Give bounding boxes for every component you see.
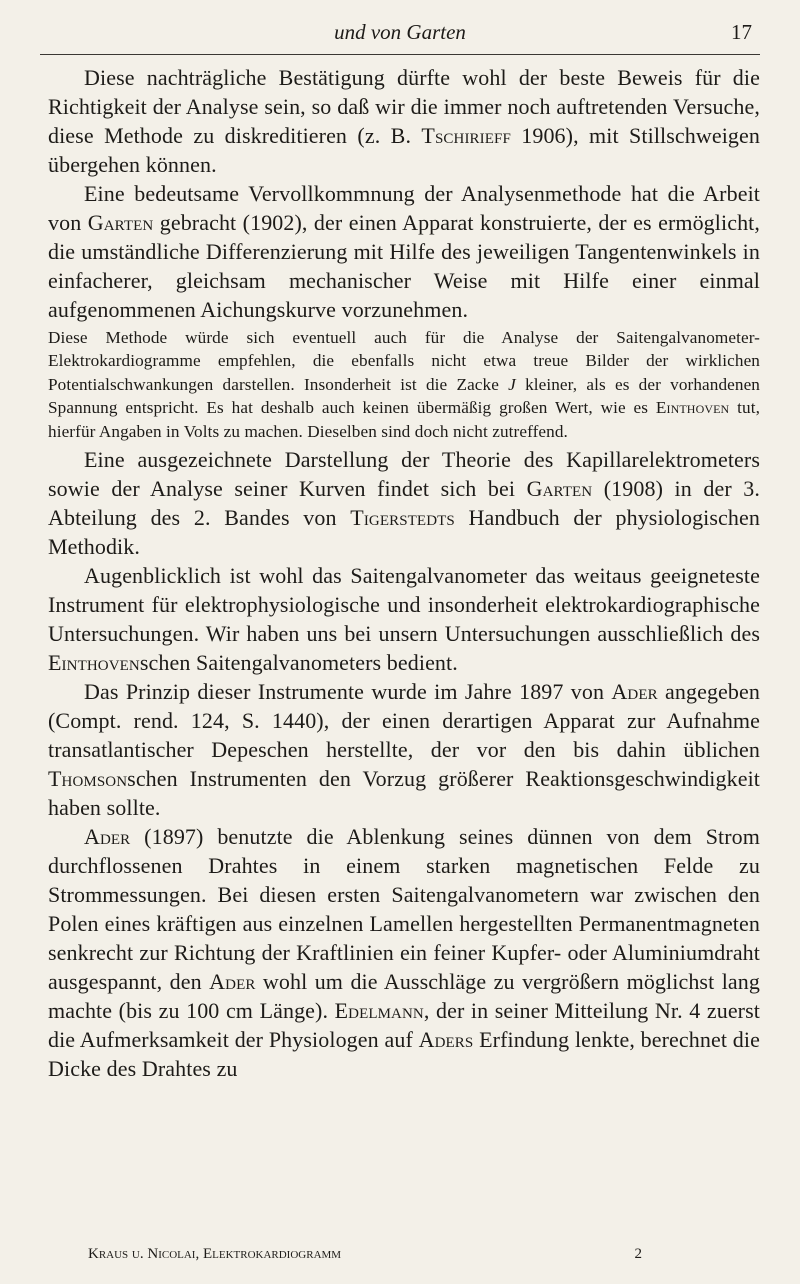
text-run: Diese nachträgliche Bestätigung dürfte wohl der beste Beweis für die Richtigkeit der Analyse sein, so daß wir die immer noch auftretenden Versuche, diese Methode zu diskreditieren (z. B. [48, 65, 760, 148]
author-name: Ader [209, 969, 256, 995]
note-paragraph [48, 326, 760, 443]
author-name: Garten [87, 210, 154, 235]
running-title: und von Garten [334, 20, 466, 44]
text-run: wohl um die Ausschläge zu vergrößern möglichst lang machte (bis zu 100 cm Länge). [48, 969, 760, 1024]
text-run: Eine ausgezeichnete Darstellung der Theorie des Kapillarelektrometers sowie der Analyse seiner Kurven findet sich bei [48, 447, 760, 502]
paragraph [48, 445, 760, 561]
text-run: , der in seiner Mitteilung Nr. 4 zuerst die Aufmerksamkeit der Physiologen auf [48, 998, 760, 1053]
running-head [40, 20, 760, 55]
page-number: 17 [731, 20, 752, 44]
footer [88, 1246, 642, 1263]
author-name: Ader [611, 679, 658, 705]
text-run: (1908) in der 3. Abteilung des 2. Bandes von [48, 476, 760, 531]
text-run: schen Saitengalvanometers bedient. [139, 650, 458, 676]
author-name: Einthoven [48, 650, 140, 676]
text-run: kleiner, als es der vorhandenen Spannung entspricht. Es hat deshalb auch keinen übermäßig großen Wert, wie es [48, 374, 760, 418]
italic-text: J [508, 374, 516, 394]
text-run: Augenblicklich ist wohl das Saitengalvanometer das weitaus geeigneteste Instrument für elektrophysiologische und insonderheit elektrokardiographische Untersuchungen. Wir haben uns bei unsern Untersuchungen ausschließlich des [48, 563, 760, 647]
paragraph [48, 179, 760, 324]
signature-mark: 2 [634, 1246, 642, 1262]
author-name: Tigerstedts [350, 505, 455, 531]
body-text [48, 63, 760, 1083]
text-run: (1897) benutzte die Ablenkung seines dünnen von dem Strom durchflossenen Drahtes in einem starken magnetischen Felde zu Strommessungen. Bei diesen ersten Saitengalvanometern war zwischen den Polen eines kräftigen aus einzelnen Lamellen hergestellten Permanentmagneten senkrecht zur Richtung der Kraftlinien ein feiner Kupfer- oder Aluminiumdraht ausgespannt, den [48, 824, 760, 995]
footer-text: Kraus u. Nicolai, Elektrokardiogramm [88, 1246, 342, 1262]
author-name: Garten [526, 476, 593, 502]
author-name: Thomson [48, 766, 128, 792]
author-name: Ader [84, 824, 131, 850]
author-name: Einthoven [655, 398, 730, 418]
text-run: tut, hierfür Angaben in Volts zu machen. Dieselben sind doch nicht zutreffend. [48, 398, 760, 441]
author-name: Aders [418, 1027, 474, 1053]
text-run: gebracht (1902), der einen Apparat konstruierte, der es ermöglicht, die umständliche Differenzierung mit Hilfe des jeweiligen Tangentenwinkels in einfacherer, gleichsam mechanischer Weise mit Hilfe einer einmal aufgenommenen Aichungskurve vorzunehmen. [48, 210, 760, 322]
text-run: Das Prinzip dieser Instrumente wurde im Jahre 1897 von [84, 679, 612, 705]
text-run: Handbuch der physiologischen Methodik. [48, 505, 760, 560]
text-run: 1906), mit Stillschweigen übergehen können. [48, 123, 761, 177]
text-run: Diese Methode würde sich eventuell auch für die Analyse der Saitengalvanometer-Elektrokardiogramme empfehlen, die ebenfalls nicht etwa treue Bilder der wirklichen Potentialschwankungen darstellen. Insonderheit ist die Zacke [48, 328, 760, 394]
text-run: Eine bedeutsame Vervollkommnung der Analysenmethode hat die Arbeit von [48, 181, 760, 235]
paragraph [48, 822, 760, 1083]
author-name: Tschirieff [421, 123, 511, 148]
paragraph [48, 63, 760, 179]
paragraph [48, 677, 760, 822]
author-name: Edelmann [334, 998, 424, 1024]
text-run: Erfindung lenkte, berechnet die Dicke des Drahtes zu [48, 1027, 760, 1082]
text-run: angegeben (Compt. rend. 124, S. 1440), der einen derartigen Apparat zur Aufnahme transatlantischer Depeschen herstellte, der vor den bis dahin üblichen [48, 679, 760, 763]
paragraph [48, 561, 760, 677]
text-run: schen Instrumenten den Vorzug größerer Reaktionsgeschwindigkeit haben sollte. [48, 766, 760, 821]
